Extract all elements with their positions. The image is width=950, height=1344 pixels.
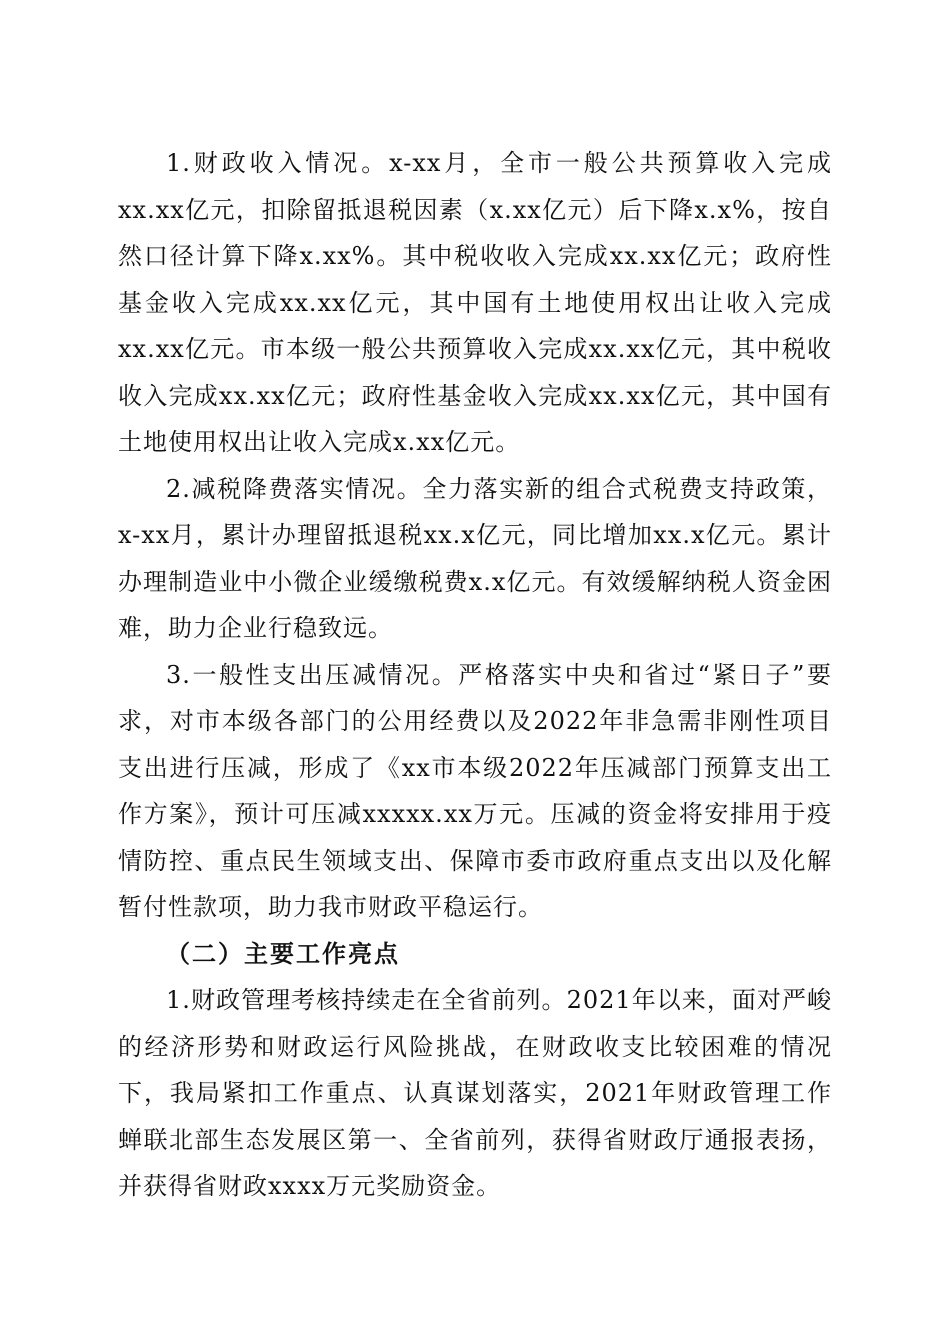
section-heading: （二）主要工作亮点 [166,938,400,968]
paragraph-expenditure-cut: 3.一般性支出压减情况。严格落实中央和省过“紧日子”要求，对市本级各部门的公用经费以及2022年非急需非刚性项目支出进行压减，形成了《xx市本级2022年压减部门预算支出工作方案》，预计可压减xxxxx.xx万元。压减的资金将安排用于疫情防控、重点民生领域支出、保障市委市政府重点支出以及化解暂付性款项，助力我市财政平稳运行。 [118,660,832,921]
document-page [118,140,832,1210]
paragraph-management-assessment: 1.财政管理考核持续走在全省前列。2021年以来，面对严峻的经济形势和财政运行风险挑战，在财政收支比较困难的情况下，我局紧扣工作重点、认真谋划落实，2021年财政管理工作蝉联北部生态发展区第一、全省前列，获得省财政厅通报表扬，并获得省财政xxxx万元奖励资金。 [118,986,832,1200]
paragraph-fiscal-revenue: 1.财政收入情况。x-xx月，全市一般公共预算收入完成xx.xx亿元，扣除留抵退税因素（x.xx亿元）后下降x.x%，按自然口径计算下降x.xx%。其中税收收入完成xx.xx亿元；政府性基金收入完成xx.xx亿元，其中国有土地使用权出让收入完成xx.xx亿元。市本级一般公共预算收入完成xx.xx亿元，其中税收收入完成xx.xx亿元；政府性基金收入完成xx.xx亿元，其中国有土地使用权出让收入完成x.xx亿元。 [118,149,832,456]
paragraph-tax-reduction: 2.减税降费落实情况。全力落实新的组合式税费支持政策，x-xx月，累计办理留抵退税xx.x亿元，同比增加xx.x亿元。累计办理制造业中小微企业缓缴税费x.x亿元。有效缓解纳税人资金困难，助力企业行稳致远。 [118,474,832,642]
